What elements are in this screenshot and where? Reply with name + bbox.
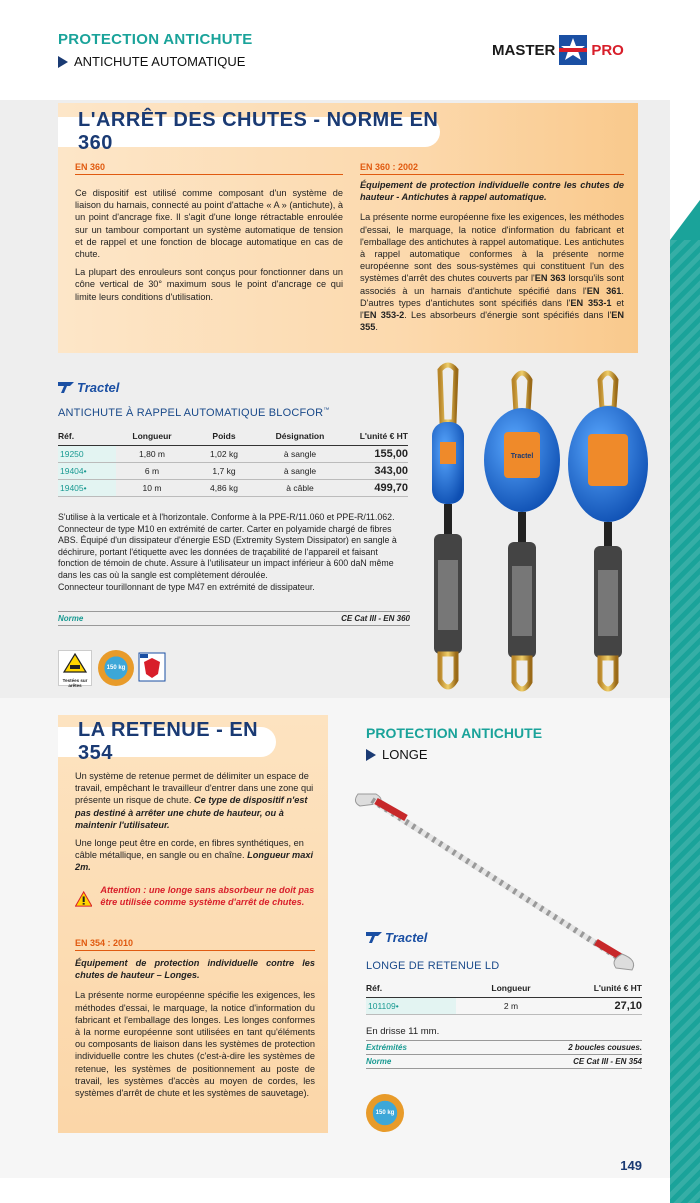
en360-right-body — [360, 211, 624, 333]
longe-ext-value: 2 boucles cousues. — [568, 1043, 642, 1052]
header-subtitle — [58, 54, 245, 69]
col-longueur: Longueur — [456, 980, 566, 998]
longe-section-title: PROTECTION ANTICHUTE — [366, 725, 543, 741]
en354-warning-text: Attention : une longe sans absorbeur ne doit pas être utilisée comme système d'arrêt de chutes. — [100, 885, 315, 907]
col-designation: Désignation — [260, 428, 340, 446]
en360-banner-text: L'ARRÊT DES CHUTES - NORME EN 360 — [78, 109, 439, 154]
en360-banner — [58, 109, 440, 154]
en354-p2 — [75, 837, 315, 874]
table-row — [58, 463, 408, 480]
longe-subtitle-text: LONGE — [382, 747, 428, 762]
en360-left-body — [75, 187, 343, 303]
en360-right-paragraph — [360, 211, 624, 333]
row-ref[interactable]: 101109• — [366, 998, 456, 1015]
en354-banner-text: LA RETENUE - EN 354 — [78, 719, 259, 764]
tractel-brand-text-1: Tractel — [77, 380, 120, 395]
page-number: 149 — [620, 1158, 642, 1173]
logo-master-text: MASTER — [492, 41, 556, 59]
row-designation: à sangle — [260, 446, 340, 463]
longe-ext-row — [366, 1040, 642, 1054]
en354-p1-emphasis: Ce type de dispositif n'est pas destiné à arrêter une chute de hauteur, ou à maintenir l'utilisateur. — [75, 795, 308, 830]
header-subtitle-text: ANTICHUTE AUTOMATIQUE — [74, 54, 246, 69]
blocfor-10m-device — [568, 373, 648, 689]
col-poids: Poids — [188, 428, 260, 446]
row-poids: 1,02 kg — [188, 446, 260, 463]
max-load-text-1: 150 kg — [106, 665, 126, 671]
en360-right-text-d: et l' — [360, 297, 624, 321]
longe-ld-title: LONGE DE RETENUE LD — [366, 960, 500, 972]
col-prix: L'unité € HT — [566, 980, 642, 998]
blocfor-6m-device — [484, 373, 560, 689]
teal-edge-cut — [670, 200, 700, 240]
tested-edges-text: Testées sur arêtes — [62, 678, 88, 688]
en360-right-heading: EN 360 : 2002 — [360, 162, 624, 175]
row-designation: à câble — [260, 480, 340, 497]
table-row — [58, 480, 408, 497]
en354-p2-text: Une longe peut être en corde, en fibres synthétiques, en câble métallique, en sangle ou en chaîne. — [75, 838, 304, 861]
en354-warning — [75, 884, 315, 914]
en354-p1-text: Un système de retenue permet de délimiter un espace de travail, empêchant le travailleur d'entrer dans une zone qui présente un risque de chute. — [75, 771, 314, 806]
en360-right-text-b: lorsqu'ils sont associés à un harnais d'antichute spécifié dans l' — [360, 273, 624, 296]
blocfor-description — [58, 512, 410, 593]
row-ref[interactable]: 19405• — [58, 480, 116, 497]
en354-p3: La présente norme européenne spécifie les exigences, les méthodes d'essai, le marquage, la notice d'information du fabricant et l'emballage des longes. Les longes conformes à la norme européenne sont utilisées en tant qu'éléments ou composants de liaison dans les systèmes de protection individuelle contre les chutes (c'est-à-dire les systèmes de retenue, les systèmes de positionnement au poste de travail, les systèmes d'accès au moyen de cordes, les systèmes d'arrêt de chute et les systèmes de sauvetage). — [75, 990, 315, 1099]
tractel-brand-2 — [366, 930, 427, 945]
france-made-badge — [138, 652, 166, 682]
tractel-brand-1 — [58, 380, 119, 395]
row-longueur: 1,80 m — [116, 446, 188, 463]
row-longueur: 10 m — [116, 480, 188, 497]
en360-right-text-e: . Les absorbeurs d'énergie sont spécifiés dans l' — [404, 310, 612, 321]
en361-ref: EN 361 — [586, 285, 622, 296]
en363-ref: EN 363 — [534, 273, 566, 284]
blocfor-1-8m-device — [432, 365, 464, 687]
blocfor-product-images — [418, 360, 650, 700]
masterpro-star-icon — [559, 35, 587, 65]
en360-left-column — [75, 162, 343, 309]
en354-p2-emphasis: Longueur maxi 2m. — [75, 850, 313, 873]
teal-edge-pattern — [670, 240, 700, 1203]
col-ref: Réf. — [366, 980, 456, 998]
en354-norm-block — [75, 938, 315, 1099]
tractel-logo-icon — [366, 932, 382, 943]
blocfor-table — [58, 428, 408, 497]
longe-section-subtitle — [366, 747, 428, 762]
en3531-ref: EN 353-1 — [570, 297, 612, 308]
col-prix: L'unité € HT — [340, 428, 408, 446]
device-label: Tractel — [510, 453, 534, 460]
longe-norme-row — [366, 1054, 642, 1069]
row-longueur: 6 m — [116, 463, 188, 480]
warning-icon — [75, 884, 92, 914]
en355-ref: EN 355 — [360, 310, 624, 333]
col-longueur: Longueur — [116, 428, 188, 446]
row-poids: 4,86 kg — [188, 480, 260, 497]
warning-triangle-icon — [63, 653, 87, 673]
blocfor-title — [58, 407, 330, 419]
tractel-logo-icon — [58, 382, 74, 393]
blocfor-description-text2: Connecteur tourillonnant de type M47 en extrémité de dissipateur. — [58, 581, 315, 592]
en360-right-text-c: . D'autres types d'antichutes sont spécifiés dans l' — [360, 285, 624, 308]
blocfor-table-header — [58, 428, 408, 446]
triangle-bullet-icon — [366, 749, 376, 761]
blocfor-tm: ™ — [323, 407, 330, 414]
en354-lead: Équipement de protection individuelle contre les chutes de hauteur – Longes. — [75, 958, 315, 981]
blocfor-norme-value: CE Cat III - EN 360 — [341, 614, 410, 623]
en3532-ref: EN 353-2 — [363, 310, 405, 321]
row-designation: à sangle — [260, 463, 340, 480]
row-prix: 499,70 — [340, 480, 408, 497]
en360-right-lead: Équipement de protection individuelle contre les chutes de hauteur - Antichutes à rappel automatique. — [360, 180, 624, 203]
france-shield-icon — [138, 652, 166, 682]
header-title: PROTECTION ANTICHUTE — [58, 31, 253, 48]
table-row — [366, 998, 642, 1015]
longe-table-header — [366, 980, 642, 998]
table-row — [58, 446, 408, 463]
row-longueur: 2 m — [456, 998, 566, 1015]
row-prix: 155,00 — [340, 446, 408, 463]
en354-banner — [58, 719, 276, 764]
tested-edges-badge — [58, 650, 92, 686]
max-load-150kg-badge — [98, 650, 134, 686]
en360-right-column — [360, 162, 624, 339]
blocfor-description-text: S'utilise à la verticale et à l'horizontale. Conforme à la PPE-R/11.060 et PPE-R/11.062. Connecteur de type M10 en extrémité de carter. Carter en polyamide chargé de fibres ABS. Équipé d'un dissipateur d'énergie ESD (Extremity System Dissipator) en sangle à déchirure, portant l'étiquette avec les données de traçabilité de l'appareil et faisant fonction de témoin de chute. Assure à l'utilisateur un impact inférieur à 600 daN même dans les cas où la sangle est complètement déroulée. — [58, 512, 397, 580]
row-poids: 1,7 kg — [188, 463, 260, 480]
en354-heading: EN 354 : 2010 — [75, 938, 315, 951]
col-ref: Réf. — [58, 428, 116, 446]
longe-table — [366, 980, 642, 1015]
masterpro-logo — [492, 33, 642, 67]
triangle-bullet-icon — [58, 56, 68, 68]
blocfor-norme-row — [58, 611, 410, 626]
en360-left-p1: Ce dispositif est utilisé comme composant d'un système de liaison du harnais, connecté au point d'attache « A » (antichute), à un point d'ancrage fixe. Il s'agit d'une longe rétractable enroulée sur un tambour comportant un système automatique de tension et de rappel et une fonction de blocage automatique en cas de chute. — [75, 188, 343, 260]
longe-norme-value: CE Cat III - EN 354 — [573, 1057, 642, 1066]
blocfor-title-text: ANTICHUTE À RAPPEL AUTOMATIQUE BLOCFOR — [58, 407, 324, 419]
logo-pro-text: PRO — [591, 41, 624, 59]
blocfor-norme-label: Norme — [58, 614, 84, 623]
max-load-text-2: 150 kg — [375, 1110, 395, 1116]
row-prix: 343,00 — [340, 463, 408, 480]
en360-right-text-f: . — [375, 322, 378, 333]
longe-desc: En drisse 11 mm. — [366, 1026, 440, 1037]
en354-p1 — [75, 770, 315, 831]
tractel-brand-text-2: Tractel — [385, 930, 428, 945]
longe-norme-label: Norme — [366, 1057, 392, 1066]
row-prix: 27,10 — [566, 998, 642, 1015]
en360-left-heading: EN 360 — [75, 162, 343, 175]
longe-ext-label: Extrémités — [366, 1043, 407, 1052]
en360-right-text-a: La présente norme européenne fixe les exigences, les méthodes d'essai, le marquage, la notice d'information du fabricant et l'emballage des antichutes à rappel automatique. Les antichutes à rappel automatique conformes à la présente norme européenne sont des sous-systèmes qui constituent l'un des systèmes d'arrêt des chutes couverts par l' — [360, 212, 624, 284]
en354-body — [75, 770, 315, 880]
en360-left-p2: La plupart des enrouleurs sont conçus pour fonctionner dans un cône vertical de 30° maximum sous le point d'ancrage ce qui limite leurs conditions d'utilisation. — [75, 267, 343, 302]
row-ref[interactable]: 19404• — [58, 463, 116, 480]
max-load-150kg-badge-2 — [366, 1094, 404, 1132]
row-ref[interactable]: 19250 — [58, 446, 116, 463]
